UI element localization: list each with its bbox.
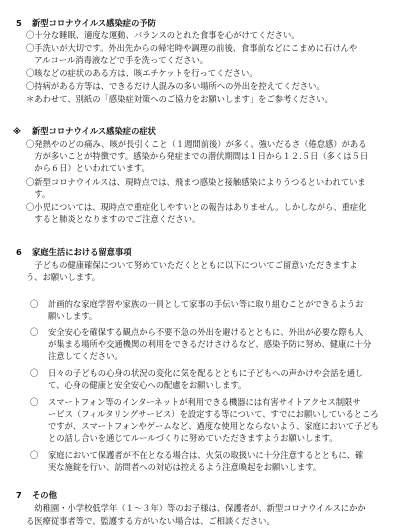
list-item-line: ですが、スマートフォンやゲームなど、過度な使用とならないよう、家庭において子ども: [48, 421, 380, 431]
list-item-line: ービス（フィルタリングサービス）を設定する等について、すでにお願いしているところ: [48, 409, 379, 419]
section-6-intro: う、お願いします。: [26, 272, 101, 282]
bullet-icon: 〇: [30, 450, 39, 460]
bullet-icon: 〇: [30, 299, 39, 309]
section-number: 6: [16, 247, 22, 257]
symptoms-line: す。: [26, 189, 51, 199]
list-item-line: て、心身の健康と安全安心への配慮をお願いします。: [48, 380, 247, 390]
list-item-line: 注意してください。: [48, 351, 123, 361]
section-5-line: 〇咳などの症状のある方は、咳エチケットを行ってください。: [26, 68, 258, 78]
bullet-icon: 〇: [30, 327, 39, 337]
section-6-intro: 子どもの健康確保について努めていただくとともに以下についてご留意いただきますよ: [26, 260, 358, 270]
section-7-line: 幼稚園・小学校低学年（１〜３年）等のお子様は、保護者が、新型コロナウイルスにかか: [26, 503, 366, 513]
symptoms-line: 〇新型コロナウイルスは、現時点では、飛まつ感染と接触感染によりうつるといわれていま: [26, 177, 366, 187]
list-item-line: 安全安心を確保する観点から不要不急の外出を避けるとともに、外出が必要な際も人: [48, 327, 364, 337]
list-item-line: 家庭において保護者が不在となる場合は、火気の取扱いに十分注意するとともに、確: [48, 450, 364, 460]
section-5-line: 〇手洗いが大切です。外出先からの帰宅時や調理の前後、食事前などにこまめに石けんや: [26, 43, 358, 53]
section-title: 新型コロナウイルス感染症の予防: [32, 18, 156, 28]
section-number: ※: [13, 126, 22, 136]
section-5-line: アルコール消毒液などで手を洗ってください。: [26, 55, 209, 65]
section-6-heading: [0, 247, 420, 259]
list-item-line: 計画的な家庭学習や家族の一員として家事の手伝い等に取り組むことができるようお: [48, 299, 364, 309]
section-5-note: ＊あわせて、別紙の「感染症対策へのご協力をお願いします」をご参考ください。: [26, 94, 333, 104]
section-title: 新型コロナウイルス感染症の症状: [32, 126, 156, 136]
section-5-heading: [0, 18, 420, 30]
section-7-line: る医療従事者等で、監護する方がいない場合は、ご相談ください。: [26, 516, 275, 526]
symptoms-line: から６日）といわれています。: [26, 163, 150, 173]
symptoms-line: すると肺炎となりますのでご注意ください。: [26, 214, 201, 224]
list-item-line: スマートフォン等のインターネットが利用できる機器には有害サイトアクセス制限サ: [48, 397, 361, 407]
list-item-line: 日々の子どもの心身の状況の変化に気を配るとともに子どもへの声かけや会話を通し: [48, 368, 364, 378]
list-item-line: 実な施錠を行い、訪問者への対応は控えるよう注意喚起をお願いします。: [48, 462, 322, 472]
section-number: 5: [16, 18, 22, 28]
symptoms-line: 〇発熱やのどの痛み、咳が長引くこと（１週間前後）が多く、強いだるさ（倦怠感）がある: [26, 139, 367, 149]
symptoms-line: 方が多いことが特徴です。感染から発症までの潜伏期間は１日から１２.５日（多くは５日: [26, 151, 369, 161]
section-7-heading: [0, 490, 420, 502]
section-title: 家庭生活における留意事項: [32, 247, 132, 257]
bullet-icon: 〇: [30, 397, 39, 407]
list-item-line: 願いします。: [48, 311, 98, 321]
list-item-line: との話し合いを通じてルールづくりに努めていただきますようお願いします。: [48, 433, 338, 443]
section-number: 7: [16, 490, 22, 500]
symptoms-line: 〇小児については、現時点で重症化しやすいとの報告はありません。しかしながら、重症化: [26, 202, 367, 212]
section-5-line: 〇持病がある方等は、できるだけ人混みの多い場所への外出を控えてください。: [26, 81, 325, 91]
symptoms-heading: [0, 126, 420, 138]
section-5-line: 〇十分な睡眠、適度な運動、バランスのとれた食事を心がけてください。: [26, 30, 300, 40]
list-item-line: が集まる場所や交通機関の利用をできるだけさけるなど、感染予防に努め、健康に十分: [48, 339, 372, 349]
section-title: その他: [32, 490, 57, 500]
bullet-icon: 〇: [30, 368, 39, 378]
